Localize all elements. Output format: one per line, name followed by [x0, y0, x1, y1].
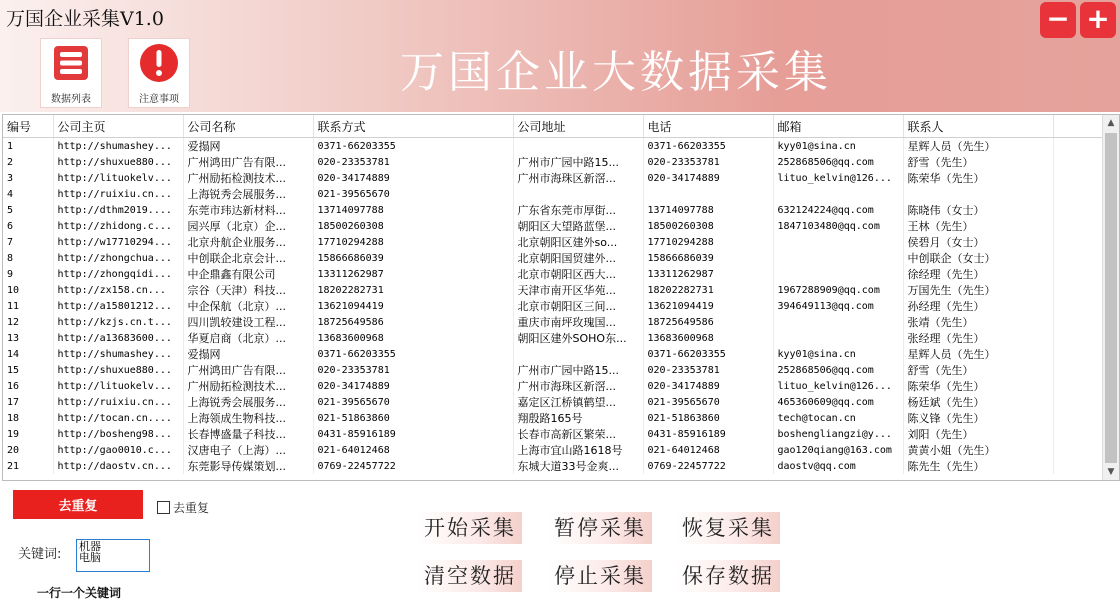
table-row[interactable] — [3, 170, 1103, 186]
table-cell[interactable]: 广州市海珠区新滘... — [513, 170, 643, 186]
table-row[interactable] — [3, 186, 1103, 202]
table-cell[interactable]: 21 — [3, 458, 53, 474]
maximize-button[interactable]: + — [1080, 2, 1116, 38]
table-row[interactable] — [3, 154, 1103, 170]
table-cell[interactable]: 021-39565670 — [313, 394, 513, 410]
table-row[interactable] — [3, 298, 1103, 314]
vertical-scrollbar[interactable] — [1102, 115, 1119, 480]
table-row[interactable] — [3, 458, 1103, 474]
table-cell[interactable]: 13683600968 — [313, 330, 513, 346]
table-cell[interactable]: 13714097788 — [643, 202, 773, 218]
table-cell[interactable]: 宗谷（天津）科技... — [183, 282, 313, 298]
dedup-checkbox[interactable] — [157, 499, 209, 516]
table-cell[interactable]: 6 — [3, 218, 53, 234]
table-cell[interactable]: 徐经理（先生） — [903, 266, 1053, 282]
table-cell[interactable]: tech@tocan.cn — [773, 410, 903, 426]
table-cell[interactable]: 18202282731 — [313, 282, 513, 298]
table-cell[interactable] — [773, 266, 903, 282]
table-cell[interactable]: 王林（先生） — [903, 218, 1053, 234]
table-cell[interactable]: 18725649586 — [313, 314, 513, 330]
clear-data-button[interactable]: 清空数据 — [418, 560, 522, 592]
table-row[interactable] — [3, 426, 1103, 442]
table-cell[interactable]: 18500260308 — [313, 218, 513, 234]
table-cell[interactable]: 13311262987 — [643, 266, 773, 282]
column-header[interactable]: 联系人 — [903, 115, 1053, 138]
scroll-up-icon[interactable]: ▲ — [1107, 118, 1115, 128]
table-row[interactable] — [3, 250, 1103, 266]
app-title: 万国企业采集V1.0 — [6, 8, 164, 30]
table-cell[interactable]: 重庆市南坪玫瑰国... — [513, 314, 643, 330]
table-row[interactable] — [3, 394, 1103, 410]
table-body — [3, 138, 1103, 475]
table-cell-filler — [1053, 314, 1103, 330]
table-cell[interactable]: http://w17710294... — [53, 234, 183, 250]
table-cell[interactable]: http://daostv.cn... — [53, 458, 183, 474]
table-cell[interactable]: 18725649586 — [643, 314, 773, 330]
table-cell[interactable]: 021-64012468 — [313, 442, 513, 458]
header-banner — [0, 0, 1120, 112]
start-collect-button[interactable]: 开始采集 — [418, 512, 522, 544]
table-row[interactable] — [3, 378, 1103, 394]
table-cell[interactable]: 394649113@qq.com — [773, 298, 903, 314]
table-cell[interactable]: 10 — [3, 282, 53, 298]
table-cell[interactable]: 上海锐秀会展服务... — [183, 186, 313, 202]
table-cell[interactable]: 021-39565670 — [643, 394, 773, 410]
table-cell[interactable]: 5 — [3, 202, 53, 218]
banner-title: 万国企业大数据采集 — [400, 47, 832, 98]
table-cell[interactable]: 021-39565670 — [313, 186, 513, 202]
table-cell-filler — [1053, 266, 1103, 282]
table-cell[interactable]: http://zhongchua... — [53, 250, 183, 266]
table-cell[interactable]: http://shuxue880... — [53, 154, 183, 170]
table-cell[interactable]: 朝阳区大望路蓝堡... — [513, 218, 643, 234]
table-cell[interactable]: 021-51863860 — [313, 410, 513, 426]
table-cell[interactable]: 陈义锋（先生） — [903, 410, 1053, 426]
table-cell[interactable]: 广州励拓检测技术... — [183, 170, 313, 186]
table-cell[interactable]: 侯碧月（女士） — [903, 234, 1053, 250]
table-cell-filler — [1053, 458, 1103, 474]
resume-collect-button[interactable]: 恢复采集 — [676, 512, 780, 544]
table-cell[interactable]: 7 — [3, 234, 53, 250]
table-cell[interactable]: 上海锐秀会展服务... — [183, 394, 313, 410]
table-cell[interactable]: 13621094419 — [313, 298, 513, 314]
table-cell[interactable]: 朝阳区建外SOHO东... — [513, 330, 643, 346]
table-cell-filler — [1053, 426, 1103, 442]
table-cell[interactable]: 舒雪（先生） — [903, 362, 1053, 378]
table-cell[interactable]: 2 — [3, 154, 53, 170]
table-cell[interactable]: http://tocan.cn.... — [53, 410, 183, 426]
table-cell[interactable]: 14 — [3, 346, 53, 362]
table-cell[interactable]: http://ruixiu.cn... — [53, 186, 183, 202]
table-cell[interactable]: 东莞市玮达新材料... — [183, 202, 313, 218]
table-cell[interactable]: 020-34174889 — [313, 378, 513, 394]
table-row[interactable] — [3, 314, 1103, 330]
table-cell[interactable] — [513, 138, 643, 155]
table-row[interactable] — [3, 410, 1103, 426]
table-cell-filler — [1053, 378, 1103, 394]
table-cell[interactable]: 东莞影导传媒策划... — [183, 458, 313, 474]
table-cell[interactable]: 15 — [3, 362, 53, 378]
table-cell[interactable] — [513, 346, 643, 362]
table-cell[interactable]: 020-23353781 — [313, 362, 513, 378]
table-row[interactable] — [3, 218, 1103, 234]
table-cell-filler — [1053, 138, 1103, 155]
table-cell[interactable]: 021-51863860 — [643, 410, 773, 426]
table-cell[interactable]: 刘阳（先生） — [903, 426, 1053, 442]
column-header[interactable]: 公司名称 — [183, 115, 313, 138]
table-cell-filler — [1053, 362, 1103, 378]
table-cell[interactable]: 0371-66203355 — [643, 346, 773, 362]
dedup-button[interactable]: 去重复 — [13, 490, 143, 519]
table-cell[interactable]: 四川凯较建设工程... — [183, 314, 313, 330]
table-cell[interactable]: 020-23353781 — [313, 154, 513, 170]
table-row[interactable] — [3, 266, 1103, 282]
notice-button[interactable] — [128, 38, 190, 108]
table-cell[interactable]: 11 — [3, 298, 53, 314]
table-cell[interactable]: 17 — [3, 394, 53, 410]
table-cell[interactable]: 1847103480@qq.com — [773, 218, 903, 234]
table-cell-filler — [1053, 234, 1103, 250]
table-cell[interactable]: 0431-85916189 — [643, 426, 773, 442]
table-cell[interactable] — [513, 186, 643, 202]
table-cell-filler — [1053, 410, 1103, 426]
table-cell[interactable]: 020-34174889 — [643, 170, 773, 186]
table-cell[interactable]: 广州市海珠区新滘... — [513, 378, 643, 394]
table-cell[interactable]: 16 — [3, 378, 53, 394]
table-cell[interactable]: 长春市高新区繁荣... — [513, 426, 643, 442]
table-row[interactable] — [3, 442, 1103, 458]
data-list-button[interactable] — [40, 38, 102, 108]
table-cell[interactable] — [773, 330, 903, 346]
table-cell[interactable]: kyy01@sina.cn — [773, 138, 903, 155]
table-cell[interactable]: 252868506@qq.com — [773, 154, 903, 170]
table-row[interactable] — [3, 234, 1103, 250]
table-cell[interactable]: 爱搨网 — [183, 346, 313, 362]
table-cell[interactable]: http://a15801212... — [53, 298, 183, 314]
table-cell[interactable]: 北京舟航企业服务... — [183, 234, 313, 250]
table-cell[interactable]: 中企鼎鑫有限公司 — [183, 266, 313, 282]
table-cell[interactable]: 17710294288 — [643, 234, 773, 250]
table-cell[interactable]: 长春博盛量子科技... — [183, 426, 313, 442]
table-cell[interactable]: 广州市广园中路15... — [513, 154, 643, 170]
table-cell[interactable]: 0371-66203355 — [313, 346, 513, 362]
table-cell[interactable]: http://lituokelv... — [53, 378, 183, 394]
table-cell[interactable]: lituo_kelvin@126... — [773, 170, 903, 186]
table-cell[interactable] — [773, 186, 903, 202]
table-cell[interactable]: 13311262987 — [313, 266, 513, 282]
scroll-down-icon[interactable]: ▼ — [1107, 467, 1115, 477]
table-cell[interactable]: 东城大道33号金爽... — [513, 458, 643, 474]
table-cell[interactable]: http://kzjs.cn.t... — [53, 314, 183, 330]
table-cell[interactable]: 孙经理（先生） — [903, 298, 1053, 314]
table-row[interactable] — [3, 202, 1103, 218]
table-cell[interactable]: 北京市朝阳区三间... — [513, 298, 643, 314]
table-cell[interactable]: 021-64012468 — [643, 442, 773, 458]
table-cell-filler — [1053, 330, 1103, 346]
table-cell[interactable]: 020-34174889 — [643, 378, 773, 394]
column-header[interactable]: 联系方式 — [313, 115, 513, 138]
keyword-label: 关键词: — [18, 547, 62, 562]
table-cell[interactable]: 020-23353781 — [643, 154, 773, 170]
table-cell[interactable]: 9 — [3, 266, 53, 282]
table-cell[interactable]: 汉唐电子（上海）... — [183, 442, 313, 458]
keyword-input[interactable]: 机器 电脑 — [76, 539, 150, 572]
data-table — [3, 115, 1104, 474]
table-cell[interactable]: 13714097788 — [313, 202, 513, 218]
table-cell[interactable]: http://zx158.cn... — [53, 282, 183, 298]
table-row[interactable] — [3, 138, 1103, 155]
table-cell[interactable]: 上海领成生物科技... — [183, 410, 313, 426]
table-cell[interactable]: 陈先生（先生） — [903, 458, 1053, 474]
table-cell[interactable] — [773, 250, 903, 266]
table-cell[interactable]: 张靖（先生） — [903, 314, 1053, 330]
table-cell-filler — [1053, 346, 1103, 362]
table-cell[interactable]: 0769-22457722 — [313, 458, 513, 474]
table-cell[interactable]: 广州鸿田广告有限... — [183, 154, 313, 170]
table-cell-filler — [1053, 394, 1103, 410]
table-cell-filler — [1053, 250, 1103, 266]
table-cell[interactable]: 嘉定区江桥镇鹤望... — [513, 394, 643, 410]
notice-label: 注意事项 — [139, 94, 179, 105]
table-row[interactable] — [3, 362, 1103, 378]
scrollbar-thumb[interactable] — [1105, 133, 1117, 463]
table-cell-filler — [1053, 218, 1103, 234]
minimize-button[interactable]: − — [1040, 2, 1076, 38]
table-cell[interactable]: 舒雪（先生） — [903, 154, 1053, 170]
table-cell[interactable]: 张经理（先生） — [903, 330, 1053, 346]
table-cell[interactable]: kyy01@sina.cn — [773, 346, 903, 362]
table-cell[interactable]: 0431-85916189 — [313, 426, 513, 442]
table-cell[interactable]: http://zhongqidi... — [53, 266, 183, 282]
table-cell[interactable]: 1967288909@qq.com — [773, 282, 903, 298]
pause-collect-button[interactable]: 暂停采集 — [548, 512, 652, 544]
table-cell[interactable]: http://a13683600... — [53, 330, 183, 346]
data-grid[interactable] — [2, 114, 1120, 481]
dedup-checkbox-label: 去重复 — [173, 501, 210, 515]
table-cell[interactable]: 陈晓伟（女士） — [903, 202, 1053, 218]
table-cell[interactable]: 中创联企北京会计... — [183, 250, 313, 266]
table-cell[interactable]: 星辉人员（先生） — [903, 346, 1053, 362]
table-cell[interactable] — [773, 314, 903, 330]
table-cell[interactable] — [773, 234, 903, 250]
stop-collect-button[interactable]: 停止采集 — [548, 560, 652, 592]
table-cell[interactable]: 广东省东莞市厚街... — [513, 202, 643, 218]
table-cell[interactable]: http://gao0010.c... — [53, 442, 183, 458]
table-cell[interactable]: 万国先生（先生） — [903, 282, 1053, 298]
table-cell[interactable]: 爱搨网 — [183, 138, 313, 155]
table-cell[interactable]: 12 — [3, 314, 53, 330]
column-header[interactable]: 公司地址 — [513, 115, 643, 138]
table-cell[interactable]: 020-34174889 — [313, 170, 513, 186]
table-cell[interactable]: 陈荣华（先生） — [903, 378, 1053, 394]
checkbox-box[interactable] — [157, 501, 170, 514]
table-cell[interactable]: 13683600968 — [643, 330, 773, 346]
table-cell[interactable]: 15866686039 — [643, 250, 773, 266]
table-row[interactable] — [3, 330, 1103, 346]
table-cell[interactable]: 465360609@qq.com — [773, 394, 903, 410]
keyword-hint: 一行一个关键词 — [37, 586, 122, 600]
table-cell[interactable]: 13621094419 — [643, 298, 773, 314]
table-header-row — [3, 115, 1103, 138]
table-cell[interactable]: http://zhidong.c... — [53, 218, 183, 234]
table-cell[interactable]: 广州鸿田广告有限... — [183, 362, 313, 378]
column-header[interactable]: 邮箱 — [773, 115, 903, 138]
table-cell[interactable]: 632124224@qq.com — [773, 202, 903, 218]
table-cell[interactable]: 园兴厚（北京）企... — [183, 218, 313, 234]
table-cell[interactable]: http://shumashey... — [53, 138, 183, 155]
table-cell[interactable]: http://shuxue880... — [53, 362, 183, 378]
table-cell[interactable]: lituo_kelvin@126... — [773, 378, 903, 394]
table-cell[interactable]: 4 — [3, 186, 53, 202]
data-list-label: 数据列表 — [51, 94, 91, 105]
table-cell[interactable]: 1 — [3, 138, 53, 155]
table-cell[interactable]: http://dthm2019.... — [53, 202, 183, 218]
table-cell[interactable]: 北京市朝阳区西大... — [513, 266, 643, 282]
table-cell[interactable]: daostv@qq.com — [773, 458, 903, 474]
table-cell[interactable]: 广州励拓检测技术... — [183, 378, 313, 394]
list-icon — [51, 43, 91, 83]
table-cell[interactable]: 中创联企（女士） — [903, 250, 1053, 266]
save-data-button[interactable]: 保存数据 — [676, 560, 780, 592]
table-cell[interactable]: http://bosheng98... — [53, 426, 183, 442]
table-cell[interactable]: 020-23353781 — [643, 362, 773, 378]
table-cell-filler — [1053, 170, 1103, 186]
table-cell[interactable]: 3 — [3, 170, 53, 186]
table-cell-filler — [1053, 298, 1103, 314]
table-cell[interactable]: 华夏启商（北京）... — [183, 330, 313, 346]
table-cell-filler — [1053, 442, 1103, 458]
table-cell[interactable]: 黄黄小姐（先生） — [903, 442, 1053, 458]
table-cell[interactable]: 20 — [3, 442, 53, 458]
table-cell-filler — [1053, 202, 1103, 218]
table-cell-filler — [1053, 154, 1103, 170]
table-cell[interactable] — [643, 186, 773, 202]
table-cell[interactable]: 0371-66203355 — [313, 138, 513, 155]
table-cell[interactable]: 广州市广园中路15... — [513, 362, 643, 378]
table-cell[interactable]: 翔殷路165号 — [513, 410, 643, 426]
table-cell[interactable] — [903, 186, 1053, 202]
table-cell[interactable]: 252868506@qq.com — [773, 362, 903, 378]
table-row[interactable] — [3, 282, 1103, 298]
table-cell[interactable]: 13 — [3, 330, 53, 346]
table-cell[interactable]: 上海市宜山路1618号 — [513, 442, 643, 458]
table-cell[interactable]: 18 — [3, 410, 53, 426]
table-cell[interactable]: 0371-66203355 — [643, 138, 773, 155]
table-cell[interactable]: 天津市南开区华苑... — [513, 282, 643, 298]
table-cell[interactable]: 0769-22457722 — [643, 458, 773, 474]
alert-icon — [137, 41, 181, 85]
table-cell[interactable]: 18500260308 — [643, 218, 773, 234]
table-cell[interactable]: 15866686039 — [313, 250, 513, 266]
table-cell[interactable]: 18202282731 — [643, 282, 773, 298]
table-cell[interactable]: 星辉人员（先生） — [903, 138, 1053, 155]
table-cell[interactable]: 中企保航（北京）... — [183, 298, 313, 314]
table-row[interactable] — [3, 346, 1103, 362]
column-header-filler — [1053, 115, 1103, 138]
table-cell[interactable]: 北京朝阳区建外so... — [513, 234, 643, 250]
column-header[interactable]: 电话 — [643, 115, 773, 138]
table-cell[interactable]: gao120qiang@163.com — [773, 442, 903, 458]
column-header[interactable]: 编号 — [3, 115, 53, 138]
table-cell[interactable]: http://ruixiu.cn... — [53, 394, 183, 410]
table-cell[interactable]: 17710294288 — [313, 234, 513, 250]
table-cell[interactable]: 8 — [3, 250, 53, 266]
table-cell[interactable]: 19 — [3, 426, 53, 442]
column-header[interactable]: 公司主页 — [53, 115, 183, 138]
table-cell-filler — [1053, 186, 1103, 202]
table-cell[interactable]: boshengliangzi@y... — [773, 426, 903, 442]
table-cell[interactable]: 杨廷斌（先生） — [903, 394, 1053, 410]
table-cell[interactable]: http://shumashey... — [53, 346, 183, 362]
table-cell[interactable]: 陈荣华（先生） — [903, 170, 1053, 186]
table-cell-filler — [1053, 282, 1103, 298]
table-cell[interactable]: http://lituokelv... — [53, 170, 183, 186]
table-cell[interactable]: 北京朝阳国贸建外... — [513, 250, 643, 266]
